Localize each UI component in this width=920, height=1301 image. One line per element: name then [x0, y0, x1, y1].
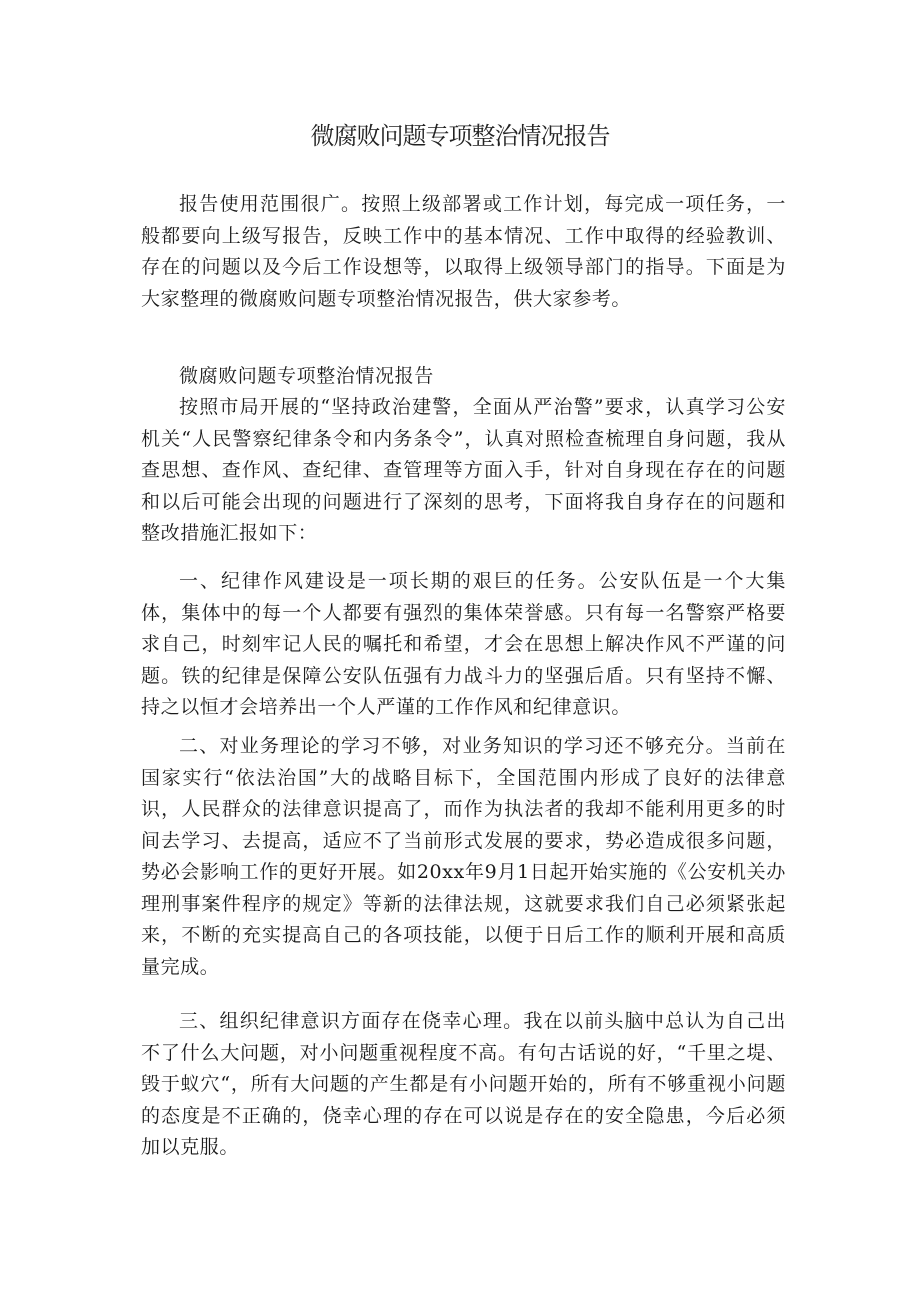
body-paragraph-section-3: 三、组织纪律意识方面存在侥幸心理。我在以前头脑中总认为自己出不了什么大问题，对小问题重视程度不高。有句古话说的好，“千里之堤、毁于蚁穴“，所有大问题的产生都是有小问题开始的，所有不够重视小问题的态度是不正确的，侥幸心理的存在可以说是存在的安全隐患，今后必须加以克服。: [141, 1010, 786, 1158]
document-title: 微腐败问题专项整治情况报告: [310, 122, 610, 150]
report-subtitle: 微腐败问题专项整治情况报告: [179, 365, 434, 387]
intro-paragraph: 报告使用范围很广。按照上级部署或工作计划，每完成一项任务，一般都要向上级写报告，反映工作中的基本情况、工作中取得的经验教训、存在的问题以及今后工作设想等，以取得上级领导部门的指导。下面是为大家整理的微腐败问题专项整治情况报告，供大家参考。: [141, 193, 786, 310]
body-paragraph-section-2: 二、对业务理论的学习不够，对业务知识的学习还不够充分。当前在国家实行“依法治国”大的战略目标下，全国范围内形成了良好的法律意识，人民群众的法律意识提高了，而作为执法者的我却不能利用更多的时间去学习、去提高，适应不了当前形式发展的要求，势必造成很多问题，势必会影响工作的更好开展。如20xx年9月1日起开始实施的《公安机关办理刑事案件程序的规定》等新的法律法规，这就要求我们自己必须紧张起来，不断的充实提高自己的各项技能，以便于日后工作的顺利开展和高质量完成。: [141, 735, 786, 978]
body-paragraph-section-1: 一、纪律作风建设是一项长期的艰巨的任务。公安队伍是一个大集体，集体中的每一个人都要有强烈的集体荣誉感。只有每一名警察严格要求自己，时刻牢记人民的嘱托和希望，才会在思想上解决作风不严谨的问题。铁的纪律是保障公安队伍强有力战斗力的坚强后盾。只有坚持不懈、持之以恒才会培养出一个人严谨的工作作风和纪律意识。: [141, 570, 786, 718]
body-paragraph-opening: 按照市局开展的“坚持政治建警，全面从严治警”要求，认真学习公安机关“人民警察纪律条令和内务条令”，认真对照检查梳理自身问题，我从查思想、查作风、查纪律、查管理等方面入手，针对自身现在存在的问题和以后可能会出现的问题进行了深刻的思考，下面将我自身存在的问题和整改措施汇报如下：: [141, 396, 786, 544]
